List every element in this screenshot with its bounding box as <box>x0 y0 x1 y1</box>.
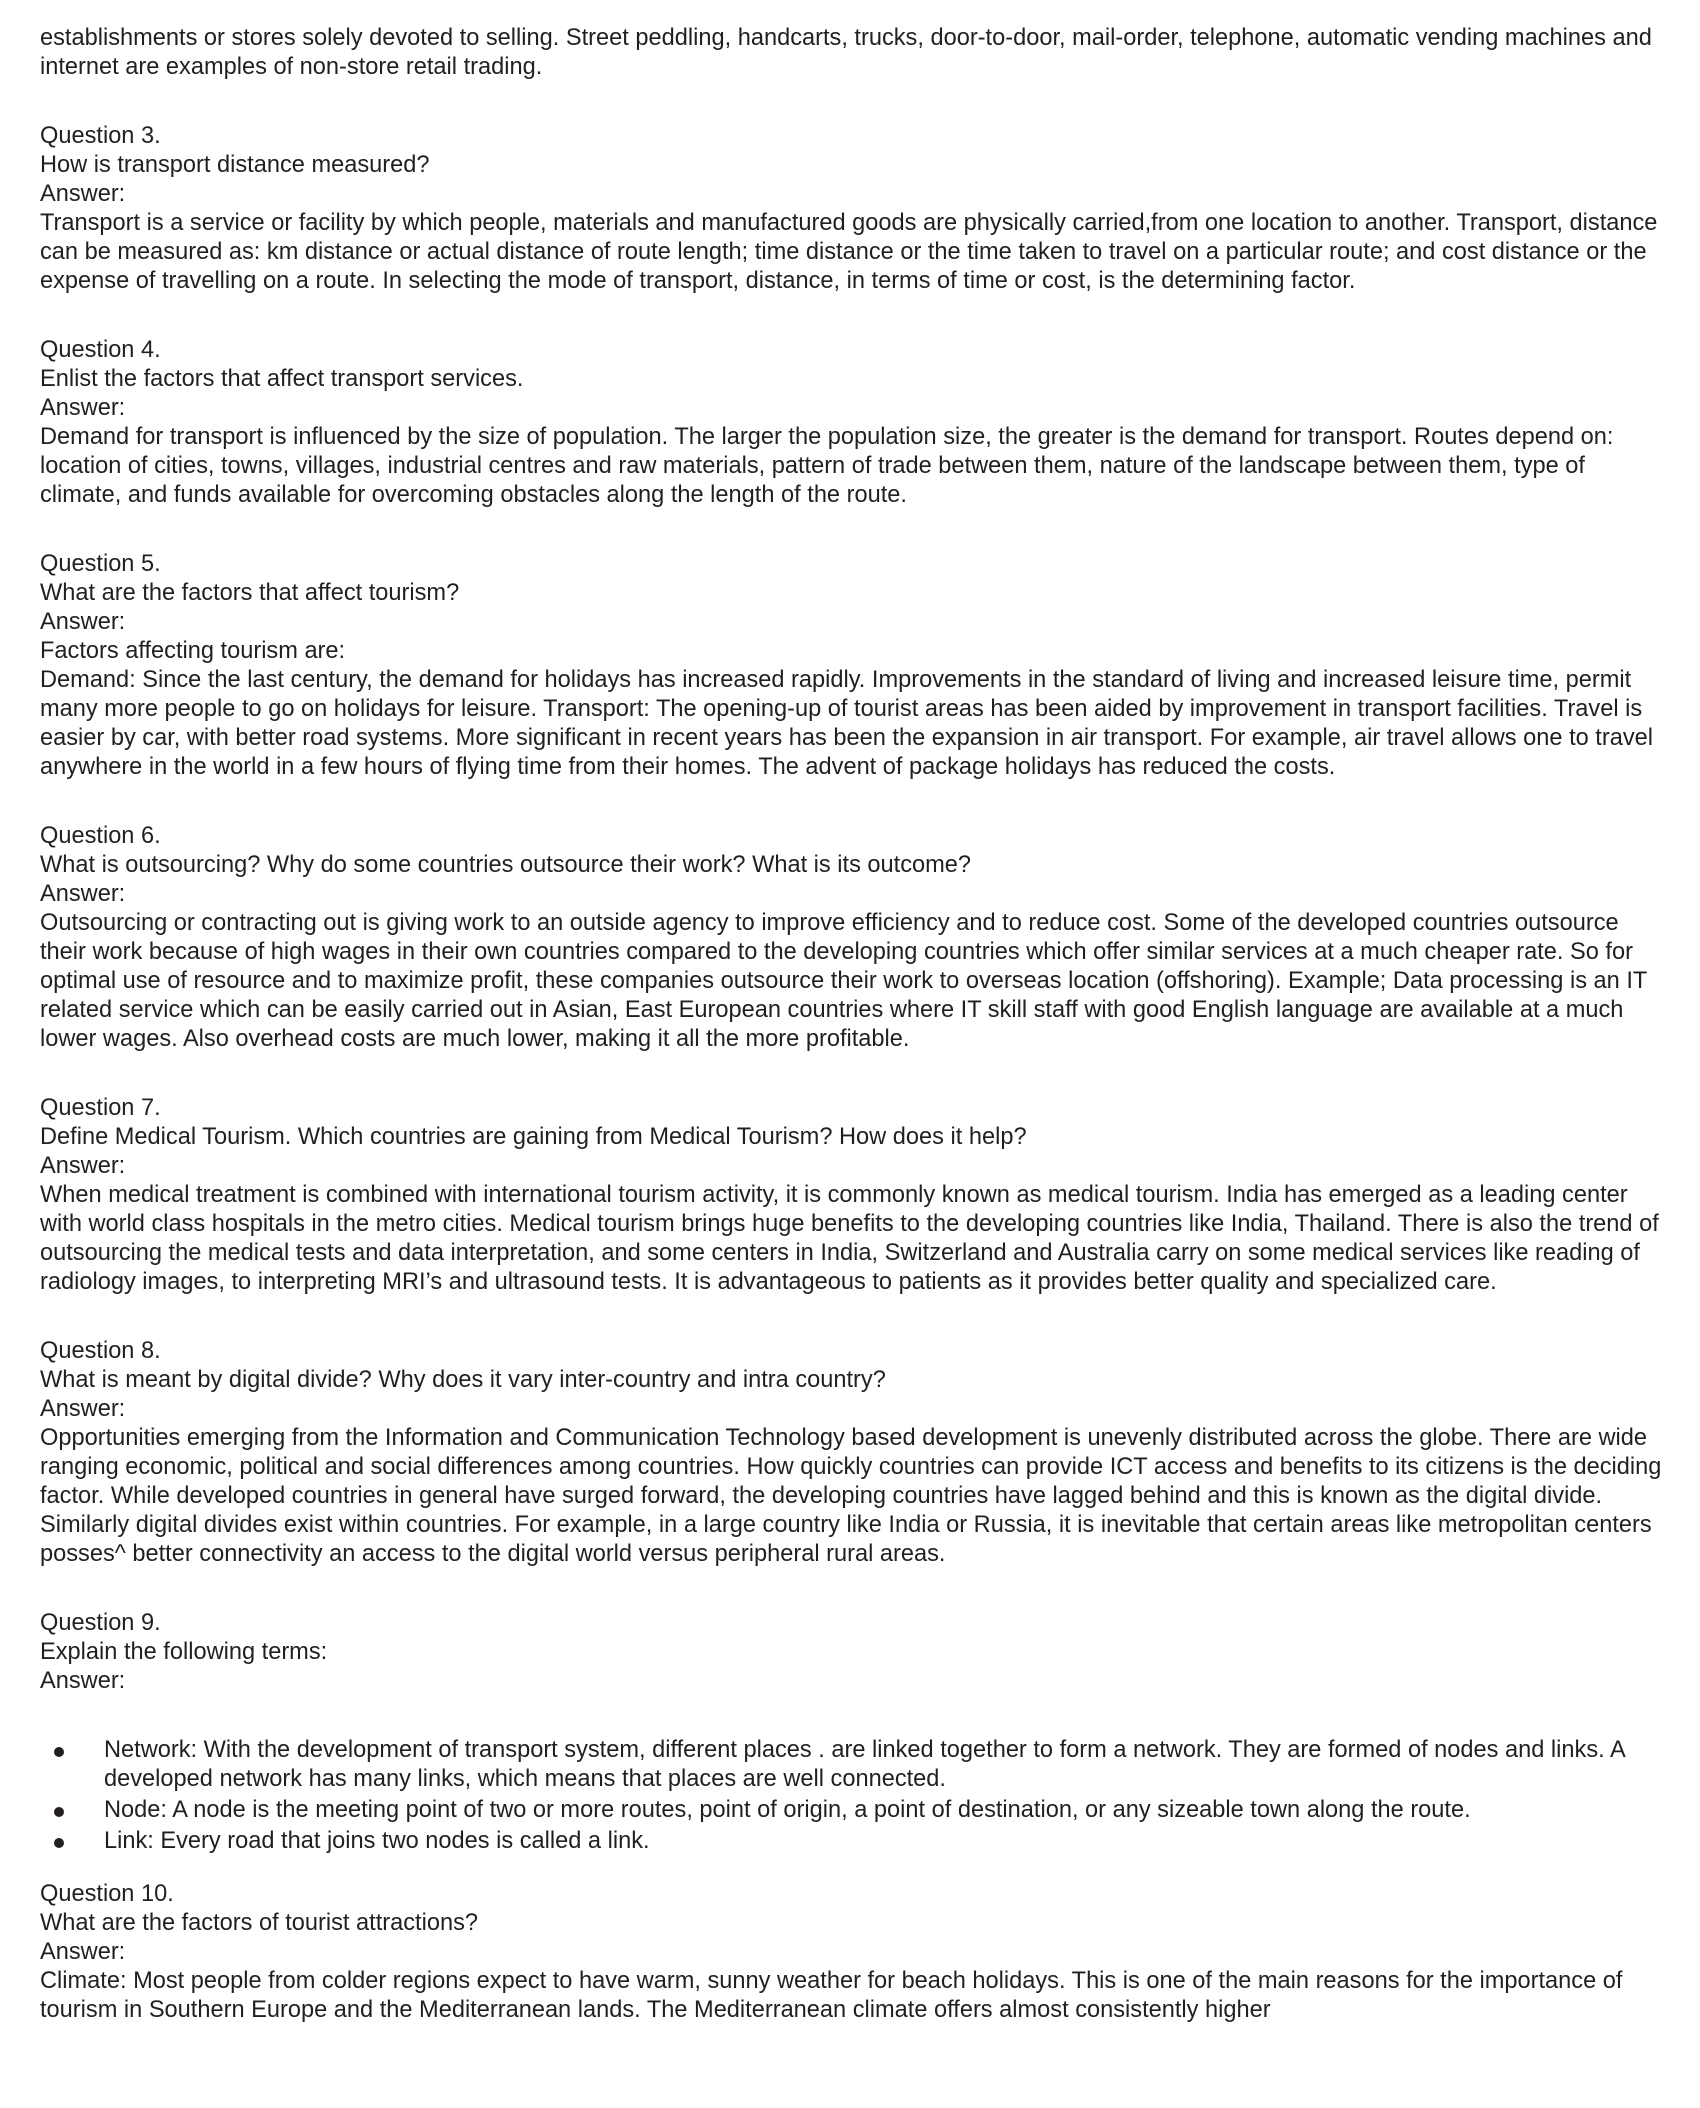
question-block-8 <box>40 1337 1670 1569</box>
question-text: How is transport distance measured? <box>40 152 430 178</box>
answer-text: Demand: Since the last century, the demand for holidays has increased rapidly. Improvements in the standard of living and increased leisure time, permit many more people to go on holidays for leisure. Transport: The opening-up of tourist areas has been aided by improvement in transport facilities. Travel is easier by car, with better road systems. More significant in recent years has been the expansion in air transport. For example, air travel allows one to travel anywhere in the world in a few hours of flying time from their homes. The advent of package holidays has reduced the costs. <box>40 667 1654 780</box>
question-text: What is meant by digital divide? Why does it vary inter-country and intra country? <box>40 1367 886 1393</box>
list-item <box>40 1736 1670 1794</box>
question-label: Question 3. <box>40 123 161 149</box>
question-text: Explain the following terms: <box>40 1639 328 1665</box>
question-text: Define Medical Tourism. Which countries are gaining from Medical Tourism? How does it help? <box>40 1124 1027 1150</box>
bullet-icon <box>54 1838 64 1848</box>
question-text: What are the factors that affect tourism? <box>40 580 460 606</box>
question-block-5 <box>40 550 1670 782</box>
question-label: Question 5. <box>40 551 161 577</box>
bullet-list <box>40 1736 1670 1856</box>
question-block-6 <box>40 822 1670 1054</box>
question-label: Question 10. <box>40 1881 174 1907</box>
list-item <box>40 1796 1670 1825</box>
answer-intro: Factors affecting tourism are: <box>40 638 346 664</box>
answer-label: Answer: <box>40 1396 126 1422</box>
answer-label: Answer: <box>40 609 126 635</box>
list-item-text: Link: Every road that joins two nodes is called a link. <box>104 1828 650 1854</box>
question-block-9 <box>40 1609 1670 1856</box>
question-label: Question 7. <box>40 1095 161 1121</box>
answer-text: When medical treatment is combined with international tourism activity, it is commonly known as medical tourism. India has emerged as a leading center with world class hospitals in the metro cities. Medical tourism brings huge benefits to the developing countries like India, Thailand. There is also the trend of outsourcing the medical tests and data interpretation, and some centers in India, Switzerland and Australia carry on some medical services like reading of radiology images, to interpreting MRI’s and ultrasound tests. It is advantageous to patients as it provides better quality and specialized care. <box>40 1182 1659 1295</box>
list-item <box>40 1827 1670 1856</box>
answer-text: Opportunities emerging from the Information and Communication Technology based development is unevenly distributed across the globe. There are wide ranging economic, political and social differences among countries. How quickly countries can provide ICT access and benefits to its citizens is the deciding factor. While developed countries in general have surged forward, the developing countries have lagged behind and this is known as the digital divide. Similarly digital divides exist within countries. For example, in a large country like India or Russia, it is inevitable that certain areas like metropolitan centers posses^ better connectivity an access to the digital world versus peripheral rural areas. <box>40 1425 1662 1567</box>
bullet-icon <box>54 1807 64 1817</box>
question-block-4 <box>40 336 1670 510</box>
question-label: Question 8. <box>40 1338 161 1364</box>
answer-label: Answer: <box>40 1668 126 1694</box>
answer-label: Answer: <box>40 1153 126 1179</box>
answer-text: Climate: Most people from colder regions expect to have warm, sunny weather for beach holidays. This is one of the main reasons for the importance of tourism in Southern Europe and the Mediterranean lands. The Mediterranean climate offers almost consistently higher <box>40 1968 1623 2023</box>
question-text: Enlist the factors that affect transport services. <box>40 366 524 392</box>
answer-text: Transport is a service or facility by which people, materials and manufactured goods are physically carried,from one location to another. Transport, distance can be measured as: km distance or actual distance of route length; time distance or the time taken to travel on a particular route; and cost distance or the expense of travelling on a route. In selecting the mode of transport, distance, in terms of time or cost, is the determining factor. <box>40 210 1658 294</box>
answer-label: Answer: <box>40 1939 126 1965</box>
answer-label: Answer: <box>40 881 126 907</box>
bullet-icon <box>54 1747 64 1757</box>
question-label: Question 9. <box>40 1610 161 1636</box>
question-label: Question 4. <box>40 337 161 363</box>
list-item-text: Node: A node is the meeting point of two or more routes, point of origin, a point of destination, or any sizeable town along the route. <box>104 1797 1471 1823</box>
question-text: What is outsourcing? Why do some countries outsource their work? What is its outcome? <box>40 852 972 878</box>
question-block-3 <box>40 122 1670 296</box>
intro-paragraph: establishments or stores solely devoted to selling. Street peddling, handcarts, trucks, door-to-door, mail-order, telephone, automatic vending machines and internet are examples of non-store retail trading. <box>40 25 1652 80</box>
answer-text: Demand for transport is influenced by the size of population. The larger the population size, the greater is the demand for transport. Routes depend on: location of cities, towns, villages, industrial centres and raw materials, pattern of trade between them, nature of the landscape between them, type of climate, and funds available for overcoming obstacles along the length of the route. <box>40 424 1614 508</box>
list-item-text: Network: With the development of transport system, different places . are linked together to form a network. They are formed of nodes and links. A developed network has many links, which means that places are well connected. <box>104 1737 1625 1792</box>
question-block-7 <box>40 1094 1670 1297</box>
question-block-10 <box>40 1880 1670 2025</box>
question-text: What are the factors of tourist attractions? <box>40 1910 478 1936</box>
question-label: Question 6. <box>40 823 161 849</box>
document-page <box>40 24 1670 2025</box>
answer-label: Answer: <box>40 395 126 421</box>
answer-text: Outsourcing or contracting out is giving work to an outside agency to improve efficiency and to reduce cost. Some of the developed countries outsource their work because of high wages in their own countries compared to the developing countries which offer similar services at a much cheaper rate. So for optimal use of resource and to maximize profit, these companies outsource their work to overseas location (offshoring). Example; Data processing is an IT related service which can be easily carried out in Asian, East European countries where IT skill staff with good English language are available at a much lower wages. Also overhead costs are much lower, making it all the more profitable. <box>40 910 1647 1052</box>
answer-label: Answer: <box>40 181 126 207</box>
